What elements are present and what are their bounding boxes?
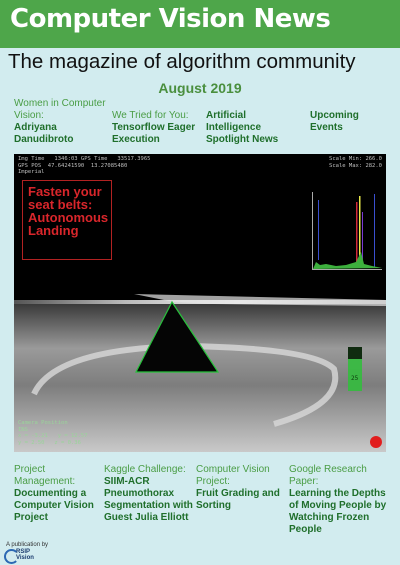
teaser-ai-spotlight[interactable] — [206, 110, 296, 146]
teaser-label: Computer Vision Project: — [196, 464, 270, 487]
cover-image[interactable] — [14, 154, 386, 452]
teaser-cv-project[interactable] — [196, 464, 286, 512]
teaser-label: Women in Computer Vision: — [14, 98, 106, 121]
hud-top-right: Scale Min: 266.0 Scale Max: 282.0 — [329, 156, 382, 169]
teaser-headline: Tensorflow Eager Execution — [112, 122, 196, 145]
hud-bottom-left: Camera Position INS x = -3.21 y = 12.57 y = 2.50 z = 0.36 — [18, 420, 88, 446]
teaser-label: We Tried for You: — [112, 110, 189, 121]
teaser-headline: SIIM-ACR Pneumothorax Segmentation with Guest Julia Elliott — [104, 476, 193, 523]
teaser-headline: Adriyana Danudibroto — [14, 122, 74, 145]
teaser-upcoming-events[interactable] — [310, 110, 390, 134]
teaser-label: Google Research Paper: — [289, 464, 367, 487]
gauge-value: 25 — [351, 375, 359, 382]
teaser-headline: Fruit Grading and Sorting — [196, 488, 280, 511]
publisher-note: A publication by — [6, 542, 49, 548]
teaser-women-in-cv[interactable] — [14, 98, 109, 146]
teaser-kaggle-challenge[interactable] — [104, 464, 196, 524]
magazine-title: Computer Vision News — [10, 4, 331, 34]
magazine-subtitle: The magazine of algorithm community — [8, 50, 356, 73]
teaser-headline: Learning the Depths of Moving People by Watching Frozen People — [289, 488, 387, 535]
teaser-headline: Artificial Intelligence Spotlight News — [206, 110, 279, 145]
teaser-headline: Upcoming Events — [310, 110, 359, 133]
runway-overlay — [14, 154, 386, 452]
teaser-we-tried-for-you[interactable] — [112, 110, 204, 146]
masthead — [0, 0, 400, 48]
cover-headline: Fasten your seat belts: Autonomous Landing — [22, 180, 112, 260]
teaser-headline: Documenting a Computer Vision Project — [14, 488, 94, 523]
teaser-label: Kaggle Challenge: — [104, 464, 186, 475]
teaser-label: Project Management: — [14, 464, 76, 487]
publisher-logo: RSIP Vision — [4, 549, 44, 563]
teaser-project-management[interactable] — [14, 464, 104, 524]
issue-date: August 2019 — [158, 80, 242, 96]
teaser-google-research[interactable] — [289, 464, 389, 536]
hud-top-left: Img Time 1346:03 GPS Time 33517.3965 GPS POS 47.64241590 13.27085480 Imperial — [18, 156, 151, 175]
